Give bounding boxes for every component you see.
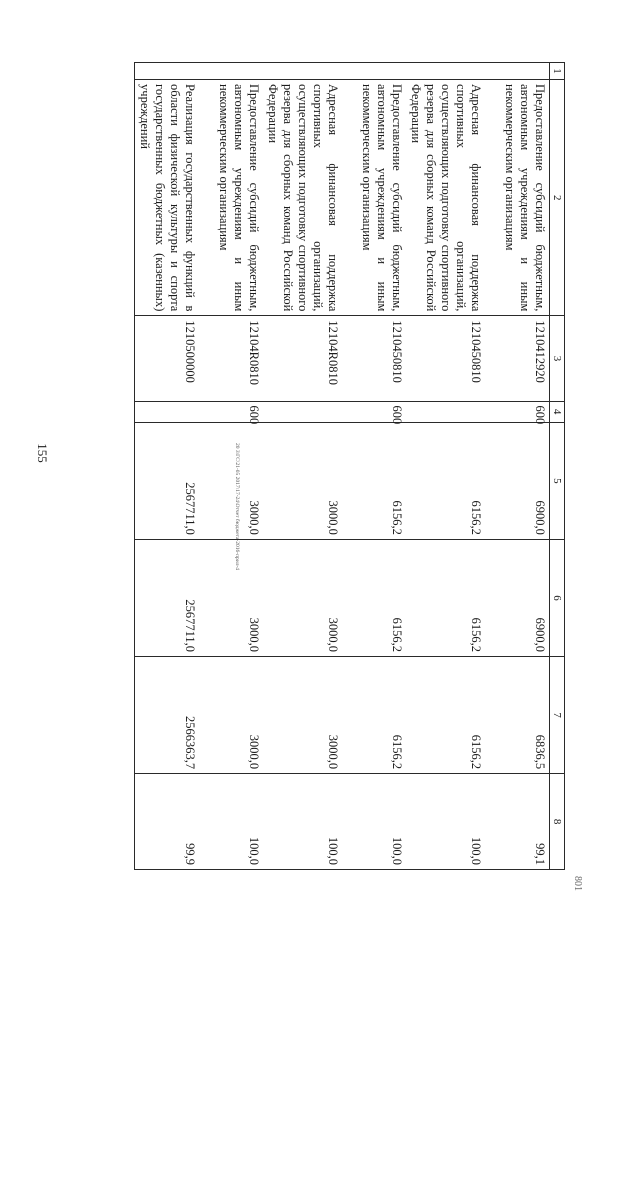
value-cell-8: 100,0 [199,774,263,870]
value-cell-5: 3000,0 [199,422,263,539]
value-cell-6: 3000,0 [263,539,342,656]
value-cell-6: 2567711,0 [135,539,200,656]
column-header: 4 [550,401,565,422]
expense-type-cell: 600 [485,401,550,422]
item-name-cell: Предоставление субсидий бюджетным, автономным учреждениям и иным некоммерческим организациям [485,80,550,316]
value-cell-6: 3000,0 [199,539,263,656]
row-index-cell [406,63,485,80]
value-cell-8: 100,0 [263,774,342,870]
column-header: 3 [550,316,565,401]
value-cell-8: 100,0 [342,774,406,870]
value-cell-7: 6836,5 [485,657,550,774]
column-header: 5 [550,422,565,539]
page-number: 155 [35,443,50,463]
value-cell-7: 3000,0 [263,657,342,774]
value-cell-6: 6900,0 [485,539,550,656]
expense-type-cell: 600 [199,401,263,422]
expense-type-cell [135,401,200,422]
column-header: 7 [550,657,565,774]
table-row [342,63,406,870]
value-cell-5: 6156,2 [406,422,485,539]
table-row [263,63,342,870]
column-header: 8 [550,774,565,870]
expense-type-cell: 600 [342,401,406,422]
column-header: 1 [550,63,565,80]
row-index-cell [199,63,263,80]
target-code-cell: 12104R0810 [199,316,263,401]
item-name-cell: Реализация государственных функций в области физической культуры и спорта государственных бюджетных (казенных) учреждений [135,80,200,316]
item-name-cell: Предоставление субсидий бюджетным, автономным учреждениям и иным некоммерческим организациям [342,80,406,316]
target-code-cell: 1210412920 [485,316,550,401]
value-cell-7: 3000,0 [199,657,263,774]
target-code-cell: 1210450810 [406,316,485,401]
item-name-cell: Адресная финансовая поддержка спортивных организаций, осуществляющих подготовку спортивного резерва для сборных команд Российской Федерации [263,80,342,316]
item-name-cell: Предоставление субсидий бюджетным, автономным учреждениям и иным некоммерческим организациям [199,80,263,316]
value-cell-5: 6900,0 [485,422,550,539]
row-index-cell [135,63,200,80]
value-cell-7: 6156,2 [406,657,485,774]
document-footer: 20 3\ГС\21-05 2017\17-24\Отчет бюджета-2016-прил-4 [234,443,240,571]
budget-table [134,62,565,870]
table-row [485,63,550,870]
table-row [406,63,485,870]
row-index-cell [342,63,406,80]
value-cell-8: 99,1 [485,774,550,870]
value-cell-8: 100,0 [406,774,485,870]
target-code-cell: 1210500000 [135,316,200,401]
value-cell-7: 6156,2 [342,657,406,774]
table-row [135,63,200,870]
column-header: 6 [550,539,565,656]
target-code-cell: 12104R0810 [263,316,342,401]
value-cell-6: 6156,2 [342,539,406,656]
corner-mark: 801 [572,876,583,891]
item-name-cell: Адресная финансовая поддержка спортивных организаций, осуществляющих подготовку спортивного резерва для сборных команд Российской Федерации [406,80,485,316]
row-index-cell [485,63,550,80]
expense-type-cell [406,401,485,422]
value-cell-5: 3000,0 [263,422,342,539]
value-cell-5: 6156,2 [342,422,406,539]
value-cell-6: 6156,2 [406,539,485,656]
table-row [199,63,263,870]
target-code-cell: 1210450810 [342,316,406,401]
value-cell-8: 99,9 [135,774,200,870]
column-header: 2 [550,80,565,316]
table-header-row [550,63,565,870]
value-cell-5: 2567711,0 [135,422,200,539]
value-cell-7: 2566363,7 [135,657,200,774]
budget-table-container [89,62,565,870]
expense-type-cell [263,401,342,422]
row-index-cell [263,63,342,80]
